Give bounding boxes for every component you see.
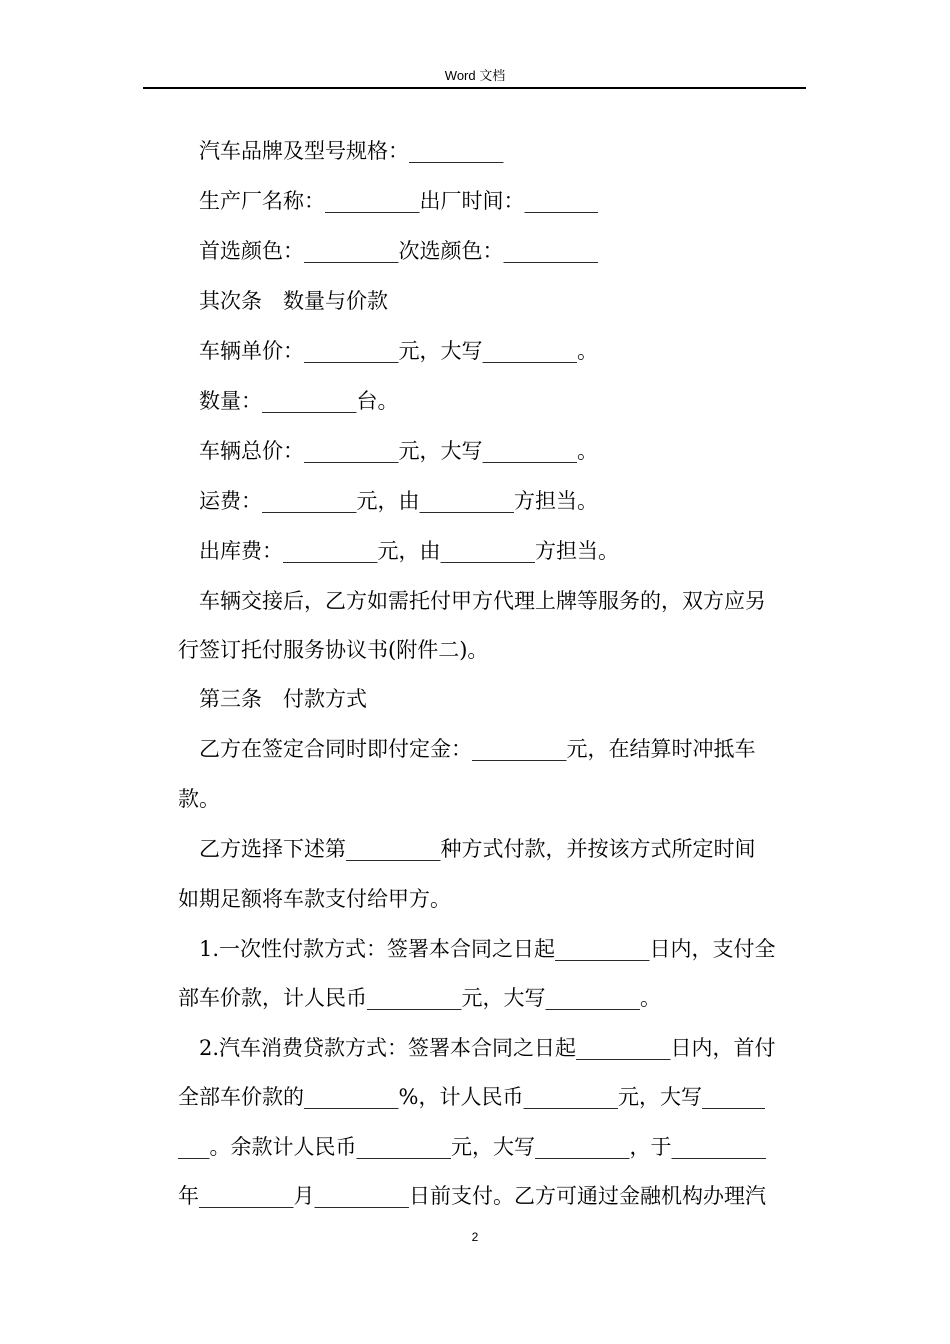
paragraph-line: 出库费：_________元，由_________方担当。 <box>199 539 619 563</box>
paragraph-line: 乙方选择下述第_________种方式付款，并按该方式所定时间 <box>199 837 756 861</box>
paragraph-line: 数量：_________台。 <box>199 389 399 413</box>
section-heading: 第三条 付款方式 <box>199 687 367 711</box>
paragraph-line: 运费：_________元，由_________方担当。 <box>199 489 598 513</box>
paragraph-line: 2.汽车消费贷款方式：签署本合同之日起_________日内，首付 <box>199 1036 776 1060</box>
header-rule <box>143 87 806 89</box>
section-heading: 其次条 数量与价款 <box>199 289 388 313</box>
paragraph-line: 年_________月_________日前支付。乙方可通过金融机构办理汽 <box>178 1184 766 1208</box>
paragraph-line: ___。余款计人民币_________元，大写_________，于_________ <box>178 1135 766 1159</box>
paragraph-line: 汽车品牌及型号规格：_________ <box>199 139 504 163</box>
page-header: Word 文档 <box>444 68 506 83</box>
paragraph-line: 车辆单价：_________元，大写_________。 <box>199 339 598 363</box>
paragraph-line: 1.一次性付款方式：签署本合同之日起_________日内，支付全 <box>199 937 776 961</box>
paragraph-line: 车辆总价：_________元，大写_________。 <box>199 439 598 463</box>
paragraph-line: 款。 <box>178 787 220 811</box>
paragraph-line: 乙方在签定合同时即付定金：_________元，在结算时冲抵车 <box>199 737 756 761</box>
paragraph-line: 生产厂名称：_________出厂时间：_______ <box>199 189 598 213</box>
paragraph-line: 行签订托付服务协议书(附件二)。 <box>178 638 489 662</box>
paragraph-line: 首选颜色：_________次选颜色：_________ <box>199 239 598 263</box>
paragraph-line: 车辆交接后，乙方如需托付甲方代理上牌等服务的，双方应另 <box>199 589 766 613</box>
paragraph-line: 部车价款，计人民币_________元，大写_________。 <box>178 986 661 1010</box>
paragraph-line: 如期足额将车款支付给甲方。 <box>178 887 451 911</box>
page-number: 2 <box>471 1230 479 1244</box>
paragraph-line: 全部车价款的_________%，计人民币_________元，大写______ <box>178 1085 765 1109</box>
